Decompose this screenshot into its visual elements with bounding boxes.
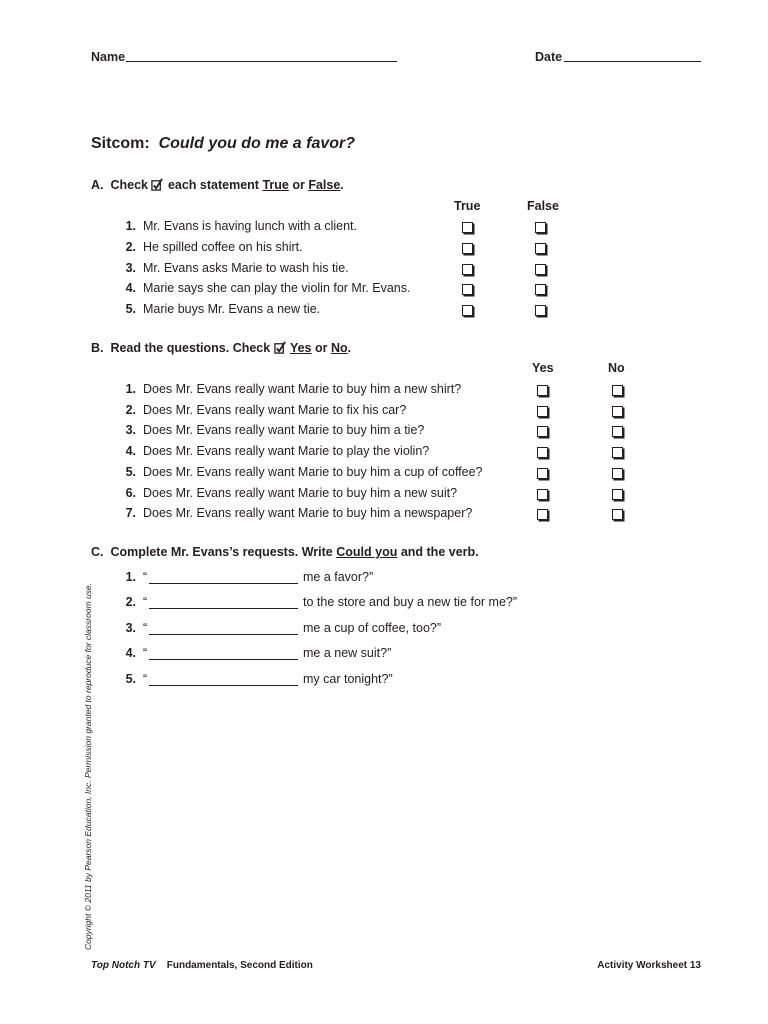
section-b-heading bbox=[91, 341, 351, 355]
open-quote: “ bbox=[143, 671, 148, 686]
item-number: 5. bbox=[125, 464, 136, 479]
answer-blank[interactable] bbox=[149, 571, 298, 584]
col-head-false: False bbox=[527, 199, 559, 213]
request-text: me a favor?” bbox=[303, 570, 374, 584]
question-text: Does Mr. Evans really want Marie to buy him a newspaper? bbox=[143, 506, 473, 521]
section-c-text-before: Complete Mr. Evans’s requests. Write bbox=[110, 545, 333, 559]
date-label: Date bbox=[535, 50, 563, 64]
request-text: my car tonight?” bbox=[303, 671, 393, 686]
item-number: 3. bbox=[125, 423, 136, 438]
section-a-option-false: False bbox=[308, 178, 341, 192]
checkbox-true[interactable] bbox=[462, 243, 473, 254]
checkbox-no[interactable] bbox=[612, 489, 623, 500]
request-text: to the store and buy a new tie for me?” bbox=[303, 595, 518, 610]
section-b-or: or bbox=[315, 341, 328, 355]
checkbox-false[interactable] bbox=[535, 243, 546, 254]
section-b-option-no: No bbox=[330, 341, 348, 355]
name-line[interactable] bbox=[126, 48, 397, 62]
open-quote: “ bbox=[143, 595, 148, 610]
section-a-text-before: Check bbox=[110, 178, 148, 192]
section-a-end: . bbox=[340, 178, 344, 192]
item-number: 3. bbox=[125, 260, 136, 275]
open-quote: “ bbox=[143, 646, 148, 661]
footer-series: Top Notch TV bbox=[91, 960, 156, 971]
name-label: Name bbox=[91, 50, 126, 64]
section-a-option-true: True bbox=[262, 178, 289, 192]
item-number: 3. bbox=[125, 620, 136, 635]
question-text: Does Mr. Evans really want Marie to buy him a new shirt? bbox=[143, 382, 462, 396]
item-number: 7. bbox=[125, 506, 136, 521]
title-prefix: Sitcom: bbox=[91, 135, 150, 152]
question-text: Does Mr. Evans really want Marie to buy him a tie? bbox=[143, 423, 425, 438]
check-mark-icon bbox=[151, 178, 164, 191]
item-number: 2. bbox=[125, 239, 136, 254]
checkbox-yes[interactable] bbox=[537, 426, 548, 437]
section-c-highlight: Could you bbox=[336, 545, 398, 559]
item-number: 1. bbox=[125, 219, 136, 233]
col-head-no: No bbox=[608, 361, 625, 375]
checkbox-false[interactable] bbox=[535, 284, 546, 295]
col-head-true: True bbox=[454, 199, 481, 213]
item-number: 6. bbox=[125, 485, 136, 500]
statement-text: Mr. Evans asks Marie to wash his tie. bbox=[143, 260, 349, 275]
checkbox-no[interactable] bbox=[612, 468, 623, 479]
statement-text: Marie says she can play the violin for Mr. Evans. bbox=[143, 281, 411, 296]
checkbox-false[interactable] bbox=[535, 264, 546, 275]
checkbox-no[interactable] bbox=[612, 385, 623, 396]
checkbox-yes[interactable] bbox=[537, 509, 548, 520]
item-number: 1. bbox=[125, 382, 136, 396]
open-quote: “ bbox=[143, 570, 148, 584]
section-b-end: . bbox=[347, 341, 352, 355]
item-number: 4. bbox=[125, 646, 136, 661]
open-quote: “ bbox=[143, 620, 148, 635]
section-a-or: or bbox=[292, 178, 305, 192]
footer-worksheet: Activity Worksheet 13 bbox=[597, 960, 701, 971]
checkbox-yes[interactable] bbox=[537, 489, 548, 500]
checkbox-no[interactable] bbox=[612, 447, 623, 458]
question-text: Does Mr. Evans really want Marie to buy him a cup of coffee? bbox=[143, 464, 483, 479]
section-c-letter: C. bbox=[91, 545, 104, 559]
checkbox-yes[interactable] bbox=[537, 447, 548, 458]
request-text: me a new suit?” bbox=[303, 646, 392, 661]
title-main: Could you do me a favor? bbox=[158, 135, 356, 152]
answer-blank[interactable] bbox=[149, 647, 298, 660]
request-text: me a cup of coffee, too?” bbox=[303, 620, 442, 635]
page-title bbox=[91, 135, 355, 153]
checkbox-false[interactable] bbox=[535, 305, 546, 316]
checkbox-no[interactable] bbox=[612, 426, 623, 437]
statement-text: He spilled coffee on his shirt. bbox=[143, 239, 303, 254]
checkbox-yes[interactable] bbox=[537, 468, 548, 479]
checkbox-true[interactable] bbox=[462, 264, 473, 275]
statement-text: Mr. Evans is having lunch with a client. bbox=[143, 219, 357, 233]
item-number: 4. bbox=[125, 444, 136, 459]
checkbox-true[interactable] bbox=[462, 284, 473, 295]
section-a-text-after: each statement bbox=[167, 178, 259, 192]
checkbox-no[interactable] bbox=[612, 406, 623, 417]
section-b-option-yes: Yes bbox=[289, 341, 312, 355]
footer-edition: Fundamentals, Second Edition bbox=[166, 960, 313, 971]
checkbox-false[interactable] bbox=[535, 222, 546, 233]
answer-blank[interactable] bbox=[149, 673, 298, 686]
item-number: 1. bbox=[125, 570, 136, 584]
answer-blank[interactable] bbox=[149, 596, 298, 609]
section-b-letter: B. bbox=[91, 341, 104, 355]
item-number: 4. bbox=[125, 281, 136, 296]
item-number: 2. bbox=[125, 595, 136, 610]
checkbox-true[interactable] bbox=[462, 222, 473, 233]
col-head-yes: Yes bbox=[532, 361, 554, 375]
statement-text: Marie buys Mr. Evans a new tie. bbox=[143, 302, 321, 317]
item-number: 5. bbox=[125, 302, 136, 317]
section-a-heading bbox=[91, 178, 344, 192]
section-c-text-after: and the verb. bbox=[400, 545, 479, 559]
checkbox-true[interactable] bbox=[462, 305, 473, 316]
check-mark-icon bbox=[274, 341, 287, 354]
date-line[interactable] bbox=[564, 48, 701, 62]
question-text: Does Mr. Evans really want Marie to buy him a new suit? bbox=[143, 485, 458, 500]
checkbox-yes[interactable] bbox=[537, 406, 548, 417]
section-c-heading bbox=[91, 545, 479, 559]
footer-left bbox=[91, 960, 313, 971]
answer-blank[interactable] bbox=[149, 622, 298, 635]
item-number: 5. bbox=[125, 671, 136, 686]
checkbox-no[interactable] bbox=[612, 509, 623, 520]
checkbox-yes[interactable] bbox=[537, 385, 548, 396]
item-number: 2. bbox=[125, 402, 136, 417]
question-text: Does Mr. Evans really want Marie to play the violin? bbox=[143, 444, 430, 459]
section-a-letter: A. bbox=[91, 178, 104, 192]
question-text: Does Mr. Evans really want Marie to fix his car? bbox=[143, 402, 407, 417]
section-b-text-before: Read the questions. Check bbox=[110, 341, 271, 355]
copyright-notice: Copyright © 2011 by Pearson Education, Inc. Permission granted to reproduce for classroom use. bbox=[83, 582, 93, 950]
